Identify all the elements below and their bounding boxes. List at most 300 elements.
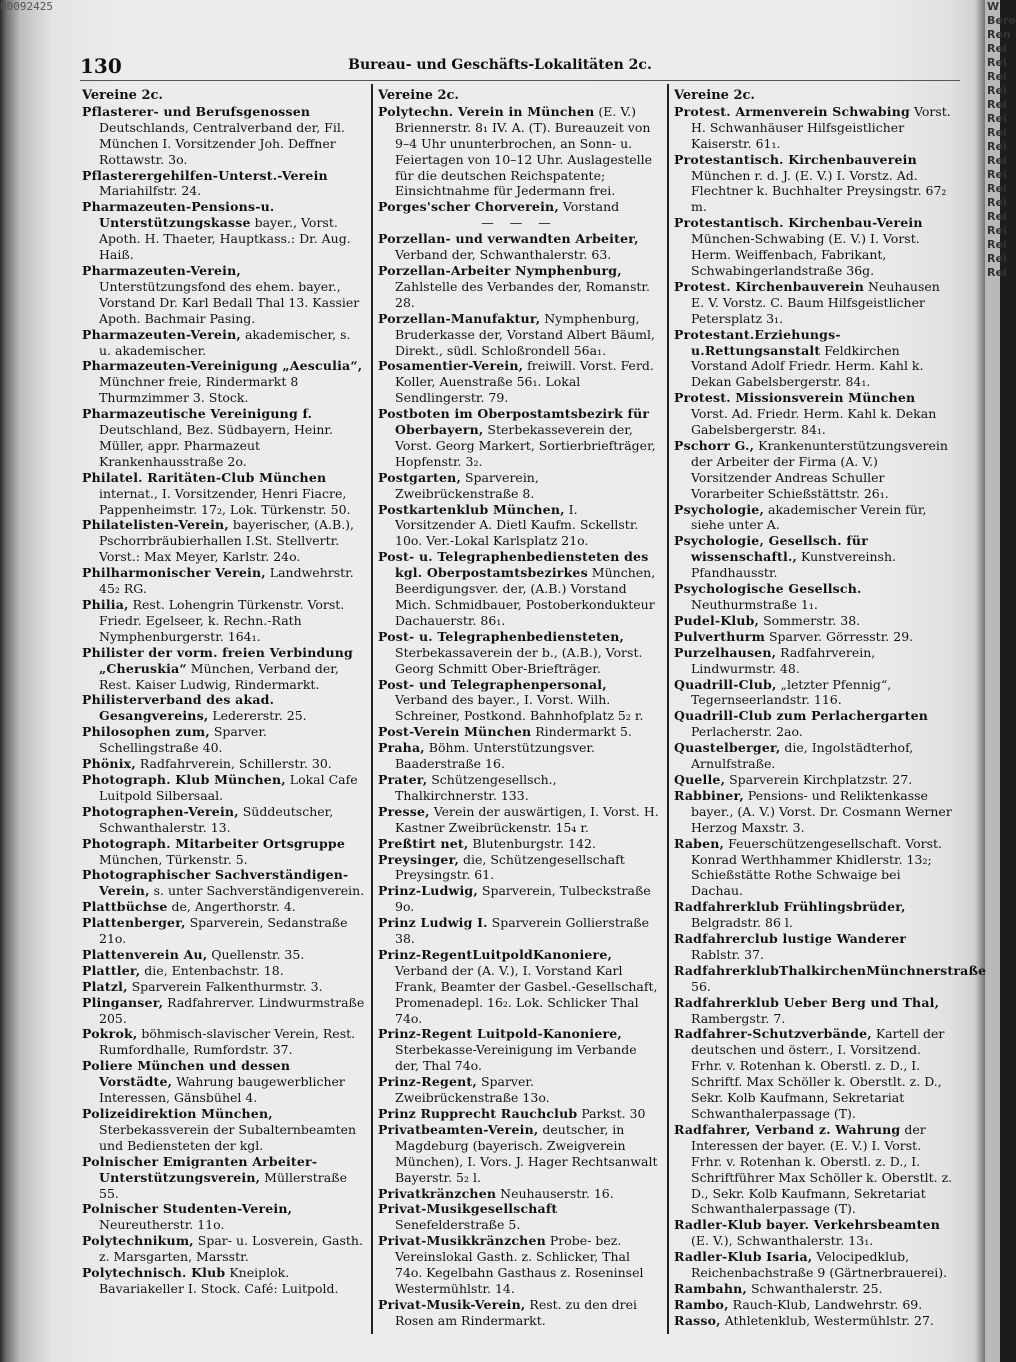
directory-entry xyxy=(674,581,954,613)
entry-details: deutscher, in Magdeburg (bayerisch. Zweigverein München), I. Vors. J. Hager Rechtsanwalt Bayerstr. 5₂ l. xyxy=(395,1121,658,1185)
entry-details: Rablstr. 37. xyxy=(691,946,765,962)
directory-entry xyxy=(378,740,660,772)
entry-details: Unterstützungsfond des ehem. bayer., Vorstand Dr. Karl Bedall Thal 13. Kassier Apoth. Bachmair Pasing. xyxy=(99,278,360,326)
entry-details: Sparverein Falkenthurmstr. 3. xyxy=(127,978,323,994)
directory-entry xyxy=(82,963,365,979)
entry-name: Rambahn, xyxy=(674,1280,747,1296)
entry-details: „letzter Pfennig“, Tegernseerlandstr. 116. xyxy=(691,676,892,708)
entry-name: Pschorr G., xyxy=(674,437,755,453)
directory-entry xyxy=(674,1122,954,1217)
directory-entry xyxy=(378,915,660,947)
strip-fragment: Rei xyxy=(987,196,1007,209)
directory-entry xyxy=(378,629,660,677)
directory-entry xyxy=(674,1297,954,1313)
directory-entry xyxy=(82,327,365,359)
entry-name: Plattenverein Au, xyxy=(82,946,208,962)
directory-entry xyxy=(674,708,954,740)
directory-entry xyxy=(378,358,660,406)
directory-entry xyxy=(378,263,660,311)
entry-details: (E. V.), Schwanthalerstr. 13₁. xyxy=(691,1233,874,1249)
directory-entry xyxy=(82,517,365,565)
entry-details: Perlacherstr. 2ao. xyxy=(691,724,803,740)
directory-entry xyxy=(674,645,954,677)
entry-name: Polytechnisch. Klub xyxy=(82,1265,226,1281)
strip-fragment: Bere xyxy=(987,14,1016,27)
entry-name: Radler-Klub Isaria, xyxy=(674,1249,813,1265)
entry-name: Prinz-Ludwig, xyxy=(378,883,478,899)
directory-entry xyxy=(82,1265,365,1297)
entry-details: Münchner freie, Rindermarkt 8 Thurmzimmer 3. Stock. xyxy=(99,374,299,406)
entry-name: Philia, xyxy=(82,597,129,612)
entry-name: Quelle, xyxy=(674,771,726,787)
directory-entry xyxy=(674,613,954,629)
entry-name: Preysinger, xyxy=(378,851,459,867)
directory-entry xyxy=(82,692,365,724)
directory-entry xyxy=(674,327,954,391)
entry-details: — — — xyxy=(481,215,557,231)
entry-name: Prater, xyxy=(378,771,428,787)
entry-details: böhmisch-slavischer Verein, Rest. Rumfordhalle, Rumfordstr. 37. xyxy=(99,1026,356,1058)
entry-details: Landwehrstr. 45₂ RG. xyxy=(99,565,354,597)
directory-entry xyxy=(82,1154,365,1202)
entry-name: Philharmonischer Verein, xyxy=(82,565,266,581)
entry-details: Krankenunterstützungsverein der Arbeiter der Firma (A. V.) Vorsitzender Andreas Schuller Vorarbeiter Schießstättstr. 26₁. xyxy=(691,437,948,501)
directory-entry xyxy=(674,502,954,534)
entry-details: Müllerstraße 55. xyxy=(99,1169,347,1201)
entry-details: Verband des bayer., I. Vorst. Wilh. Schreiner, Postkond. Bahnhofplatz 5₂ r. xyxy=(395,692,644,724)
entry-name: Plattenberger, xyxy=(82,915,186,931)
entry-details: Sparverein, Sedanstraße 21o. xyxy=(99,915,348,947)
directory-entry xyxy=(674,899,954,931)
directory-entry xyxy=(378,231,660,263)
column-heading: Vereine 2c. xyxy=(378,88,459,103)
entry-details: Pensions- und Reliktenkasse bayer., (A. V.) Vorst. Dr. Cosmann Werner Herzog Maxstr. 3. xyxy=(691,787,952,835)
entry-details: Süddeutscher, Schwanthalerstr. 13. xyxy=(99,803,334,835)
directory-entry xyxy=(674,788,954,836)
entry-details: s. unter Sachverständigenverein. xyxy=(149,883,365,899)
directory-entry xyxy=(378,836,660,852)
entry-details: Sommerstr. 38. xyxy=(759,612,861,628)
entry-details: der Interessen der bayer. (E. V.) I. Vorst. Frhr. v. Rotenhan k. Oberstl. z. D., I. Schriftführer Max Schöller k. Oberstlt. z. D., Sekr. Kolb Kaufmann, Sekretariat Schwanthalerpassage (T). xyxy=(691,1121,953,1217)
entry-details: Sterbekassverein der Subalternbeamten und Bediensteten der kgl. xyxy=(99,1121,357,1153)
entry-details: Vorst. Ad. Friedr. Herm. Kahl k. Dekan Gabelsbergerstr. 84₁. xyxy=(691,406,937,438)
directory-entry xyxy=(82,995,365,1027)
entry-name: Post-Verein München xyxy=(378,724,532,740)
directory-entry xyxy=(378,406,660,470)
column-1 xyxy=(82,88,365,1297)
directory-entry xyxy=(82,1026,365,1058)
entry-name: Philatelisten-Verein, xyxy=(82,517,229,533)
directory-entry xyxy=(82,899,365,915)
strip-fragment: Rei xyxy=(987,210,1007,223)
header-rule xyxy=(80,80,960,81)
entry-details: Sparverein, Tulbeckstraße 9o. xyxy=(395,883,651,915)
entry-name: Privat-Musikkränzchen xyxy=(378,1233,546,1249)
directory-entry xyxy=(674,962,987,995)
entry-details: Belgradstr. 86 l. xyxy=(691,915,793,931)
directory-entry xyxy=(674,215,954,279)
entry-details: internat., I. Vorsitzender, Henri Fiacre, Pappenheimstr. 17₂, Lok. Türkenstr. 50. xyxy=(99,485,351,517)
strip-fragment: Rei xyxy=(987,98,1007,111)
entry-name: Philister der vorm. freien Verbindung „Cheruskia“ xyxy=(82,644,353,676)
strip-fragment: Rei xyxy=(987,140,1007,153)
entry-name: Philisterverband des akad. Gesangvereins, xyxy=(82,692,275,724)
entry-details: Rest. Lohengrin Türkenstr. Vorst. Friedr. Egelseer, k. Rechn.-Rath Nymphenburgerstr. 164₁. xyxy=(99,597,345,644)
entry-name: Pflasterer- und Berufsgenossen xyxy=(82,103,311,119)
entry-name: Prinz-Regent, xyxy=(378,1074,477,1090)
entry-name: Porges'scher Chorverein, xyxy=(378,199,559,215)
entry-details: Neureutherstr. 11o. xyxy=(99,1217,225,1233)
entry-name: Pharmazeuten-Vereinigung „Aesculia“, xyxy=(82,358,363,374)
directory-entry xyxy=(674,995,954,1027)
entry-name: Polytechn. Verein in München xyxy=(378,103,595,119)
directory-entry xyxy=(674,740,954,772)
directory-entry xyxy=(674,1026,954,1121)
directory-entry xyxy=(82,1233,365,1265)
strip-fragment: Rei xyxy=(987,112,1007,125)
strip-fragment: Ren xyxy=(987,28,1011,41)
directory-entry xyxy=(674,836,954,900)
entry-name: Protest. Missionsverein München xyxy=(674,390,916,406)
directory-entry xyxy=(378,1026,660,1074)
entry-details: Kartell der deutschen und österr., I. Vorsitzend. Frhr. v. Rotenhan k. Oberstl. z. D., I. Schriftf. Max Schöller k. Oberstlt. z. D., Sekr. Kolb Kaufmann, Sekretariat Schwanthalerpassage (T). xyxy=(691,1026,945,1121)
entry-details: Verband der, Schwanthalerstr. 63. xyxy=(395,247,612,263)
directory-entry xyxy=(674,438,954,502)
entry-details: freiwill. Vorst. Ferd. Koller, Auenstraße 56₁. Lokal Sendlingerstr. 79. xyxy=(395,358,654,406)
entry-details: Radfahrverein, Schillerstr. 30. xyxy=(135,756,332,772)
scan-id: 00092425 xyxy=(0,0,53,13)
strip-fragment: Rei xyxy=(987,168,1007,181)
entry-details: Probe- bez. Vereinslokal Gasth. z. Schlicker, Thal 74o. Kegelbahn Gasthaus z. Roseninsel Westermühlstr. 14. xyxy=(395,1233,644,1296)
entry-details: (E. V.) Briennerstr. 8₁ IV. A. (T). Bureauzeit von 9–4 Uhr ununterbrochen, an Sonn- u. Feiertagen von 10–12 Uhr. Auslagestelle für die deutschen Reichspatente; Einsichtnahme für Jedermann frei. xyxy=(395,103,653,199)
entry-details: München r. d. J. (E. V.) I. Vorstz. Ad. Flechtner k. Buchhalter Preysingstr. 67₂ m. xyxy=(691,167,947,215)
directory-entry xyxy=(378,1233,660,1297)
directory-entry xyxy=(674,677,954,709)
running-title: Bureau- und Geschäfts-Lokalitäten 2c. xyxy=(348,57,652,73)
entry-details: Blutenburgstr. 142. xyxy=(468,835,596,851)
strip-fragment: W xyxy=(987,0,1000,13)
entry-details: Sparverein, Zweibrückenstraße 8. xyxy=(395,469,539,501)
directory-entry xyxy=(378,852,660,884)
strip-fragment: Rei xyxy=(987,266,1007,279)
entry-details: Kunstvereinsh. Pfandhausstr. xyxy=(691,549,896,581)
directory-entry xyxy=(674,772,954,788)
entry-name: Rambo, xyxy=(674,1296,729,1312)
directory-entry xyxy=(378,947,660,1027)
entry-name: Privatkränzchen xyxy=(378,1185,497,1201)
entry-name: Poliere München und dessen Vorstädte, xyxy=(82,1058,291,1090)
directory-entry xyxy=(82,168,365,200)
directory-entry xyxy=(82,867,365,899)
entry-details: München-Schwabing (E. V.) I. Vorst. Herm. Weiffenbach, Fabrikant, Schwabingerlandstraße 36g. xyxy=(691,231,920,278)
entry-details: Lokal Cafe Luitpold Silbersaal. xyxy=(99,771,358,803)
entry-name: Radler-Klub bayer. Verkehrsbeamten xyxy=(674,1217,941,1233)
entry-name: Polnischer Studenten-Verein, xyxy=(82,1201,293,1217)
strip-fragment: Rei xyxy=(987,224,1007,237)
entry-name: Polnischer Emigranten Arbeiter-Unterstützungsverein, xyxy=(82,1153,318,1185)
directory-entry xyxy=(378,1186,660,1202)
directory-entry xyxy=(378,470,660,502)
directory-entry xyxy=(82,979,365,995)
entry-name: Pharmazeutische Vereinigung f. xyxy=(82,406,313,422)
column-divider xyxy=(371,84,373,1334)
directory-entry xyxy=(82,804,365,836)
entry-name: Purzelhausen, xyxy=(674,644,777,660)
directory-entry xyxy=(82,263,365,327)
entry-details: Sparver. Schellingstraße 40. xyxy=(99,724,267,756)
entry-name: Pflasterergehilfen-Unterst.-Verein xyxy=(82,167,328,183)
entry-details: Rindermarkt 5. xyxy=(531,724,632,740)
entry-details: Verband der (A. V.), I. Vorstand Karl Frank, Beamter der Gasbel.-Gesellschaft, Promenadepl. 16₂. Lok. Schlicker Thal 74o. xyxy=(395,962,658,1026)
directory-entry xyxy=(378,215,660,231)
entry-name: Presse, xyxy=(378,803,430,819)
directory-entry xyxy=(378,311,660,359)
entry-details: Kneiplok. Bavariakeller I. Stock. Café: Luitpold. xyxy=(99,1265,339,1296)
strip-fragment: Rei xyxy=(987,182,1007,195)
entry-name: Plinganser, xyxy=(82,994,164,1010)
entry-details: Athletenklub, Westermühlstr. 27. xyxy=(720,1312,934,1328)
entry-details: Neuhausen E. V. Vorstz. C. Baum Hilfsgeistlicher Petersplatz 3₁. xyxy=(691,278,940,326)
entry-details: Feldkirchen Vorstand Adolf Friedr. Herm. Kahl k. Dekan Gabelsbergerstr. 84₁. xyxy=(691,342,924,390)
directory-entry xyxy=(674,1217,954,1249)
entry-name: Pulverthurm xyxy=(674,628,766,644)
strip-fragment: Rei xyxy=(987,252,1007,265)
directory-entry xyxy=(674,1249,954,1281)
directory-entry xyxy=(82,645,365,693)
entry-details: Mariahilfstr. 24. xyxy=(99,183,202,199)
entry-details: Zahlstelle des Verbandes der, Romanstr. 28. xyxy=(395,278,650,310)
entry-details: die, Schützengesellschaft Preysingstr. 61. xyxy=(395,851,625,883)
entry-name: Psychologie, Gesellsch. für wissenschaftl., xyxy=(674,533,868,565)
entry-details: München, Verband der, Rest. Kaiser Ludwig, Rindermarkt. xyxy=(99,660,339,692)
directory-entry xyxy=(378,804,660,836)
entry-details: Ledererstr. 25. xyxy=(208,708,307,724)
entry-name: Pudel-Klub, xyxy=(674,612,760,628)
entry-name: Privat-Musik-Verein, xyxy=(378,1296,526,1312)
directory-entry xyxy=(82,947,365,963)
entry-name: Rasso, xyxy=(674,1312,721,1328)
entry-name: RadfahrerklubThalkirchenMünchnerstraße xyxy=(674,962,987,978)
entry-name: Pharmazeuten-Verein, xyxy=(82,326,241,342)
directory-entry xyxy=(378,502,660,550)
directory-entry xyxy=(674,390,954,438)
entry-name: Privat-Musikgesellschaft xyxy=(378,1201,558,1217)
entry-name: Prinz-Regent Luitpold-Kanoniere, xyxy=(378,1026,622,1042)
entry-details: Radfahrverein, Lindwurmstr. 48. xyxy=(691,644,876,676)
entry-name: Porzellan-Arbeiter Nymphenburg, xyxy=(378,262,622,278)
entry-details: de, Angerthorstr. 4. xyxy=(167,899,296,915)
strip-fragment: Rei xyxy=(987,154,1007,167)
directory-entry xyxy=(82,772,365,804)
directory-entry xyxy=(378,883,660,915)
entry-details: Schützengesellsch., Thalkirchnerstr. 133. xyxy=(395,771,557,803)
entry-name: Pharmazeuten-Verein, xyxy=(82,262,241,278)
entry-name: Post- u. Telegraphenbediensteten des kgl. Oberpostamtsbezirkes xyxy=(378,549,649,581)
entry-details: Velocipedklub, Reichenbachstraße 9 (Gärtnerbrauerei). xyxy=(691,1249,948,1281)
column-3 xyxy=(674,88,987,1329)
entry-details: bayerischer, (A.B.), Pschorrbräubierhallen I.St. Stellvertr. Vorst.: Max Meyer, Karlstr. 24o. xyxy=(99,517,355,565)
entry-name: Posamentier-Verein, xyxy=(378,358,524,374)
entry-details: Vorstand xyxy=(558,199,620,215)
directory-entry xyxy=(378,772,660,804)
directory-entry xyxy=(674,152,954,216)
entry-details: Sterbekassaverein der b., (A.B.), Vorst. Georg Schmitt Ober-Briefträger. xyxy=(395,644,643,676)
entry-name: Raben, xyxy=(674,835,725,851)
entry-name: Platzl, xyxy=(82,978,128,994)
entry-name: Psychologische Gesellsch. xyxy=(674,581,862,597)
directory-entry xyxy=(378,549,660,629)
entry-details: München, Beerdigungsver. der, (A.B.) Vorstand Mich. Schmidbauer, Postoberkondukteur Dachauerstr. 86₁. xyxy=(395,565,656,628)
entry-name: Plattbüchse xyxy=(82,899,168,915)
entry-details: I. Vorsitzender A. Dietl Kaufm. Sckellstr. 10o. Ver.-Lokal Karlsplatz 21o. xyxy=(395,501,639,549)
entry-name: Prinz Rupprecht Rauchclub xyxy=(378,1106,578,1121)
entry-name: Postgarten, xyxy=(378,469,462,485)
directory-entry xyxy=(82,597,365,645)
column-heading: Vereine 2c. xyxy=(674,88,755,103)
entry-name: Radfahrerclub lustige Wanderer xyxy=(674,931,907,947)
entry-details: Quellenstr. 35. xyxy=(207,946,305,962)
directory-entry xyxy=(82,836,365,868)
entry-details: Vorst. H. Schwanhäuser Hilfsgeistlicher Kaiserstr. 61₁. xyxy=(691,103,951,151)
entry-details: Wahrung baugewerblicher Interessen, Gänsbühel 4. xyxy=(99,1074,345,1106)
entry-name: Photograph. Mitarbeiter Ortsgruppe xyxy=(82,835,345,851)
directory-entry xyxy=(82,470,365,518)
entry-name: Radfahrer, Verband z. Wahrung xyxy=(674,1121,901,1137)
directory-entry xyxy=(674,629,954,645)
directory-entry xyxy=(82,406,365,470)
entry-name: Protest. Kirchenbauverein xyxy=(674,278,865,294)
entry-name: Postboten im Oberpostamtsbezirk für Oberbayern, xyxy=(378,406,650,438)
adjacent-page-strip xyxy=(985,0,1016,1362)
directory-entry xyxy=(674,104,954,152)
entry-details: die, Entenbachstr. 18. xyxy=(140,962,284,978)
entry-name: Photographen-Verein, xyxy=(82,803,239,819)
column-2 xyxy=(378,88,660,1329)
entry-name: Post- u. Telegraphenbediensteten, xyxy=(378,628,625,644)
entry-details: Rambergstr. 7. xyxy=(691,1010,786,1026)
entry-name: Plattler, xyxy=(82,962,141,978)
column-divider xyxy=(667,84,669,1334)
entry-name: Rabbiner, xyxy=(674,787,744,803)
entry-details: Radfahrerver. Lindwurmstraße 205. xyxy=(99,994,365,1026)
directory-entry xyxy=(378,724,660,740)
entry-name: Preßtirt net, xyxy=(378,835,469,851)
directory-entry xyxy=(674,1313,954,1329)
entry-name: Protestantisch. Kirchenbauverein xyxy=(674,151,917,167)
entry-name: Post- und Telegraphenpersonal, xyxy=(378,676,607,692)
entry-details: Böhm. Unterstützungsver. Baaderstraße 16. xyxy=(395,740,595,772)
directory-entry xyxy=(674,279,954,327)
entry-details: Sterbekasse-Vereinigung im Verbande der, Thal 74o. xyxy=(395,1042,637,1074)
entry-name: Radfahrerklub Ueber Berg und Thal, xyxy=(674,994,940,1010)
entry-details: Schwanthalerstr. 25. xyxy=(746,1280,883,1296)
entry-details: Neuthurmstraße 1₁. xyxy=(691,597,818,612)
entry-details: Sparver. Zweibrückenstraße 13o. xyxy=(395,1074,550,1106)
entry-name: Pokrok, xyxy=(82,1026,138,1042)
strip-fragment: Rei xyxy=(987,42,1007,55)
directory-entry xyxy=(82,199,365,263)
entry-name: Postkartenklub München, xyxy=(378,501,565,517)
column-heading: Vereine 2c. xyxy=(82,88,163,103)
directory-entry xyxy=(378,1106,660,1122)
directory-entry xyxy=(82,1106,365,1154)
entry-details: bayer., Vorst. Apoth. H. Thaeter, Hauptkass.: Dr. Aug. Haiß. xyxy=(99,215,351,263)
directory-entry xyxy=(378,1297,660,1329)
directory-entry xyxy=(378,677,660,725)
entry-name: Polizeidirektion München, xyxy=(82,1106,273,1121)
directory-entry xyxy=(674,1281,954,1297)
page-number: 130 xyxy=(80,54,122,78)
entry-details: Sterbekasseverein der, Vorst. Georg Markert, Sortierbriefträger, Hopfenstr. 3₂. xyxy=(395,422,656,469)
entry-name: Philatel. Raritäten-Club München xyxy=(82,469,327,485)
entry-name: Quadrill-Club zum Perlachergarten xyxy=(674,708,929,724)
directory-entry xyxy=(674,533,954,581)
directory-entry xyxy=(82,756,365,772)
strip-fragment: Rei xyxy=(987,70,1007,83)
entry-details: Deutschlands, Centralverband der, Fil. München I. Vorsitzender Joh. Deffner Rottawstr. 3o. xyxy=(99,119,345,167)
strip-fragment: Rei xyxy=(987,126,1007,139)
entry-name: Protestantisch. Kirchenbau-Verein xyxy=(674,215,923,231)
entry-details: Nymphenburg, Bruderkasse der, Vorstand Albert Bäuml, Direkt., südl. Schloßrondell 56a₁. xyxy=(395,310,655,358)
directory-entry xyxy=(378,1201,660,1233)
strip-fragment: Rel xyxy=(987,56,1007,69)
entry-name: Praha, xyxy=(378,740,425,756)
entry-details: die, Ingolstädterhof, Arnulfstraße. xyxy=(691,740,914,772)
entry-name: Protestant.Erziehungs-u.Rettungsanstalt xyxy=(674,326,841,358)
entry-details: München, Türkenstr. 5. xyxy=(99,851,248,867)
entry-details: Sparverein Gollierstraße 38. xyxy=(395,915,650,947)
entry-details: Spar- u. Losverein, Gasth. z. Marsgarten, Marsstr. xyxy=(99,1233,363,1265)
entry-name: Radfahrerklub Frühlingsbrüder, xyxy=(674,899,906,915)
entry-name: Prinz Ludwig I. xyxy=(378,915,488,931)
entry-details: Feuerschützengesellschaft. Vorst. Konrad Werthhammer Khidlerstr. 13₂; Schießstätte Rothe Schwaige bei Dachau. xyxy=(691,835,942,899)
directory-entry xyxy=(82,1058,365,1106)
directory-entry xyxy=(82,565,365,597)
entry-name: Protest. Armenverein Schwabing xyxy=(674,103,910,119)
entry-details: akademischer Verein für, siehe unter A. xyxy=(691,501,927,533)
entry-name: Quadrill-Club, xyxy=(674,676,777,692)
directory-entry xyxy=(674,931,954,963)
directory-entry xyxy=(82,1201,365,1233)
entry-details: Rest. zu den drei Rosen am Rindermarkt. xyxy=(395,1296,638,1328)
entry-details: Sparver. Görresstr. 29. xyxy=(765,628,914,644)
directory-entry xyxy=(82,104,365,168)
entry-details: Verein der auswärtigen, I. Vorst. H. Kastner Zweibrückenstr. 15₄ r. xyxy=(395,803,659,835)
entry-name: Photograph. Klub München, xyxy=(82,771,286,787)
entry-details: Sparverein Kirchplatzstr. 27. xyxy=(725,771,913,787)
entry-details: 56. xyxy=(691,978,711,994)
entry-name: Radfahrer-Schutzverbände, xyxy=(674,1026,872,1042)
strip-fragment: Rei xyxy=(987,238,1007,251)
strip-fragment: Rei xyxy=(987,84,1007,97)
entry-name: Polytechnikum, xyxy=(82,1233,194,1249)
directory-entry xyxy=(378,1074,660,1106)
entry-details: akademischer, s. u. akademischer. xyxy=(99,326,351,358)
entry-name: Psychologie, xyxy=(674,501,765,517)
entry-name: Privatbeamten-Verein, xyxy=(378,1121,539,1137)
entry-details: Neuhauserstr. 16. xyxy=(496,1185,614,1201)
entry-details: Rauch-Klub, Landwehrstr. 69. xyxy=(728,1296,923,1312)
entry-name: Pharmazeuten-Pensions-u. Unterstützungskasse xyxy=(82,199,275,231)
entry-name: Photographischer Sachverständigen-Verein, xyxy=(82,867,349,899)
entry-details: Deutschland, Bez. Südbayern, Heinr. Müller, appr. Pharmazeut Krankenhausstraße 2o. xyxy=(99,422,333,469)
entry-name: Porzellan- und verwandten Arbeiter, xyxy=(378,231,639,247)
entry-details: Parkst. 30 xyxy=(577,1106,646,1121)
entry-name: Quastelberger, xyxy=(674,740,781,756)
directory-entry xyxy=(82,915,365,947)
directory-entry xyxy=(82,358,365,406)
entry-name: Phönix, xyxy=(82,756,136,772)
